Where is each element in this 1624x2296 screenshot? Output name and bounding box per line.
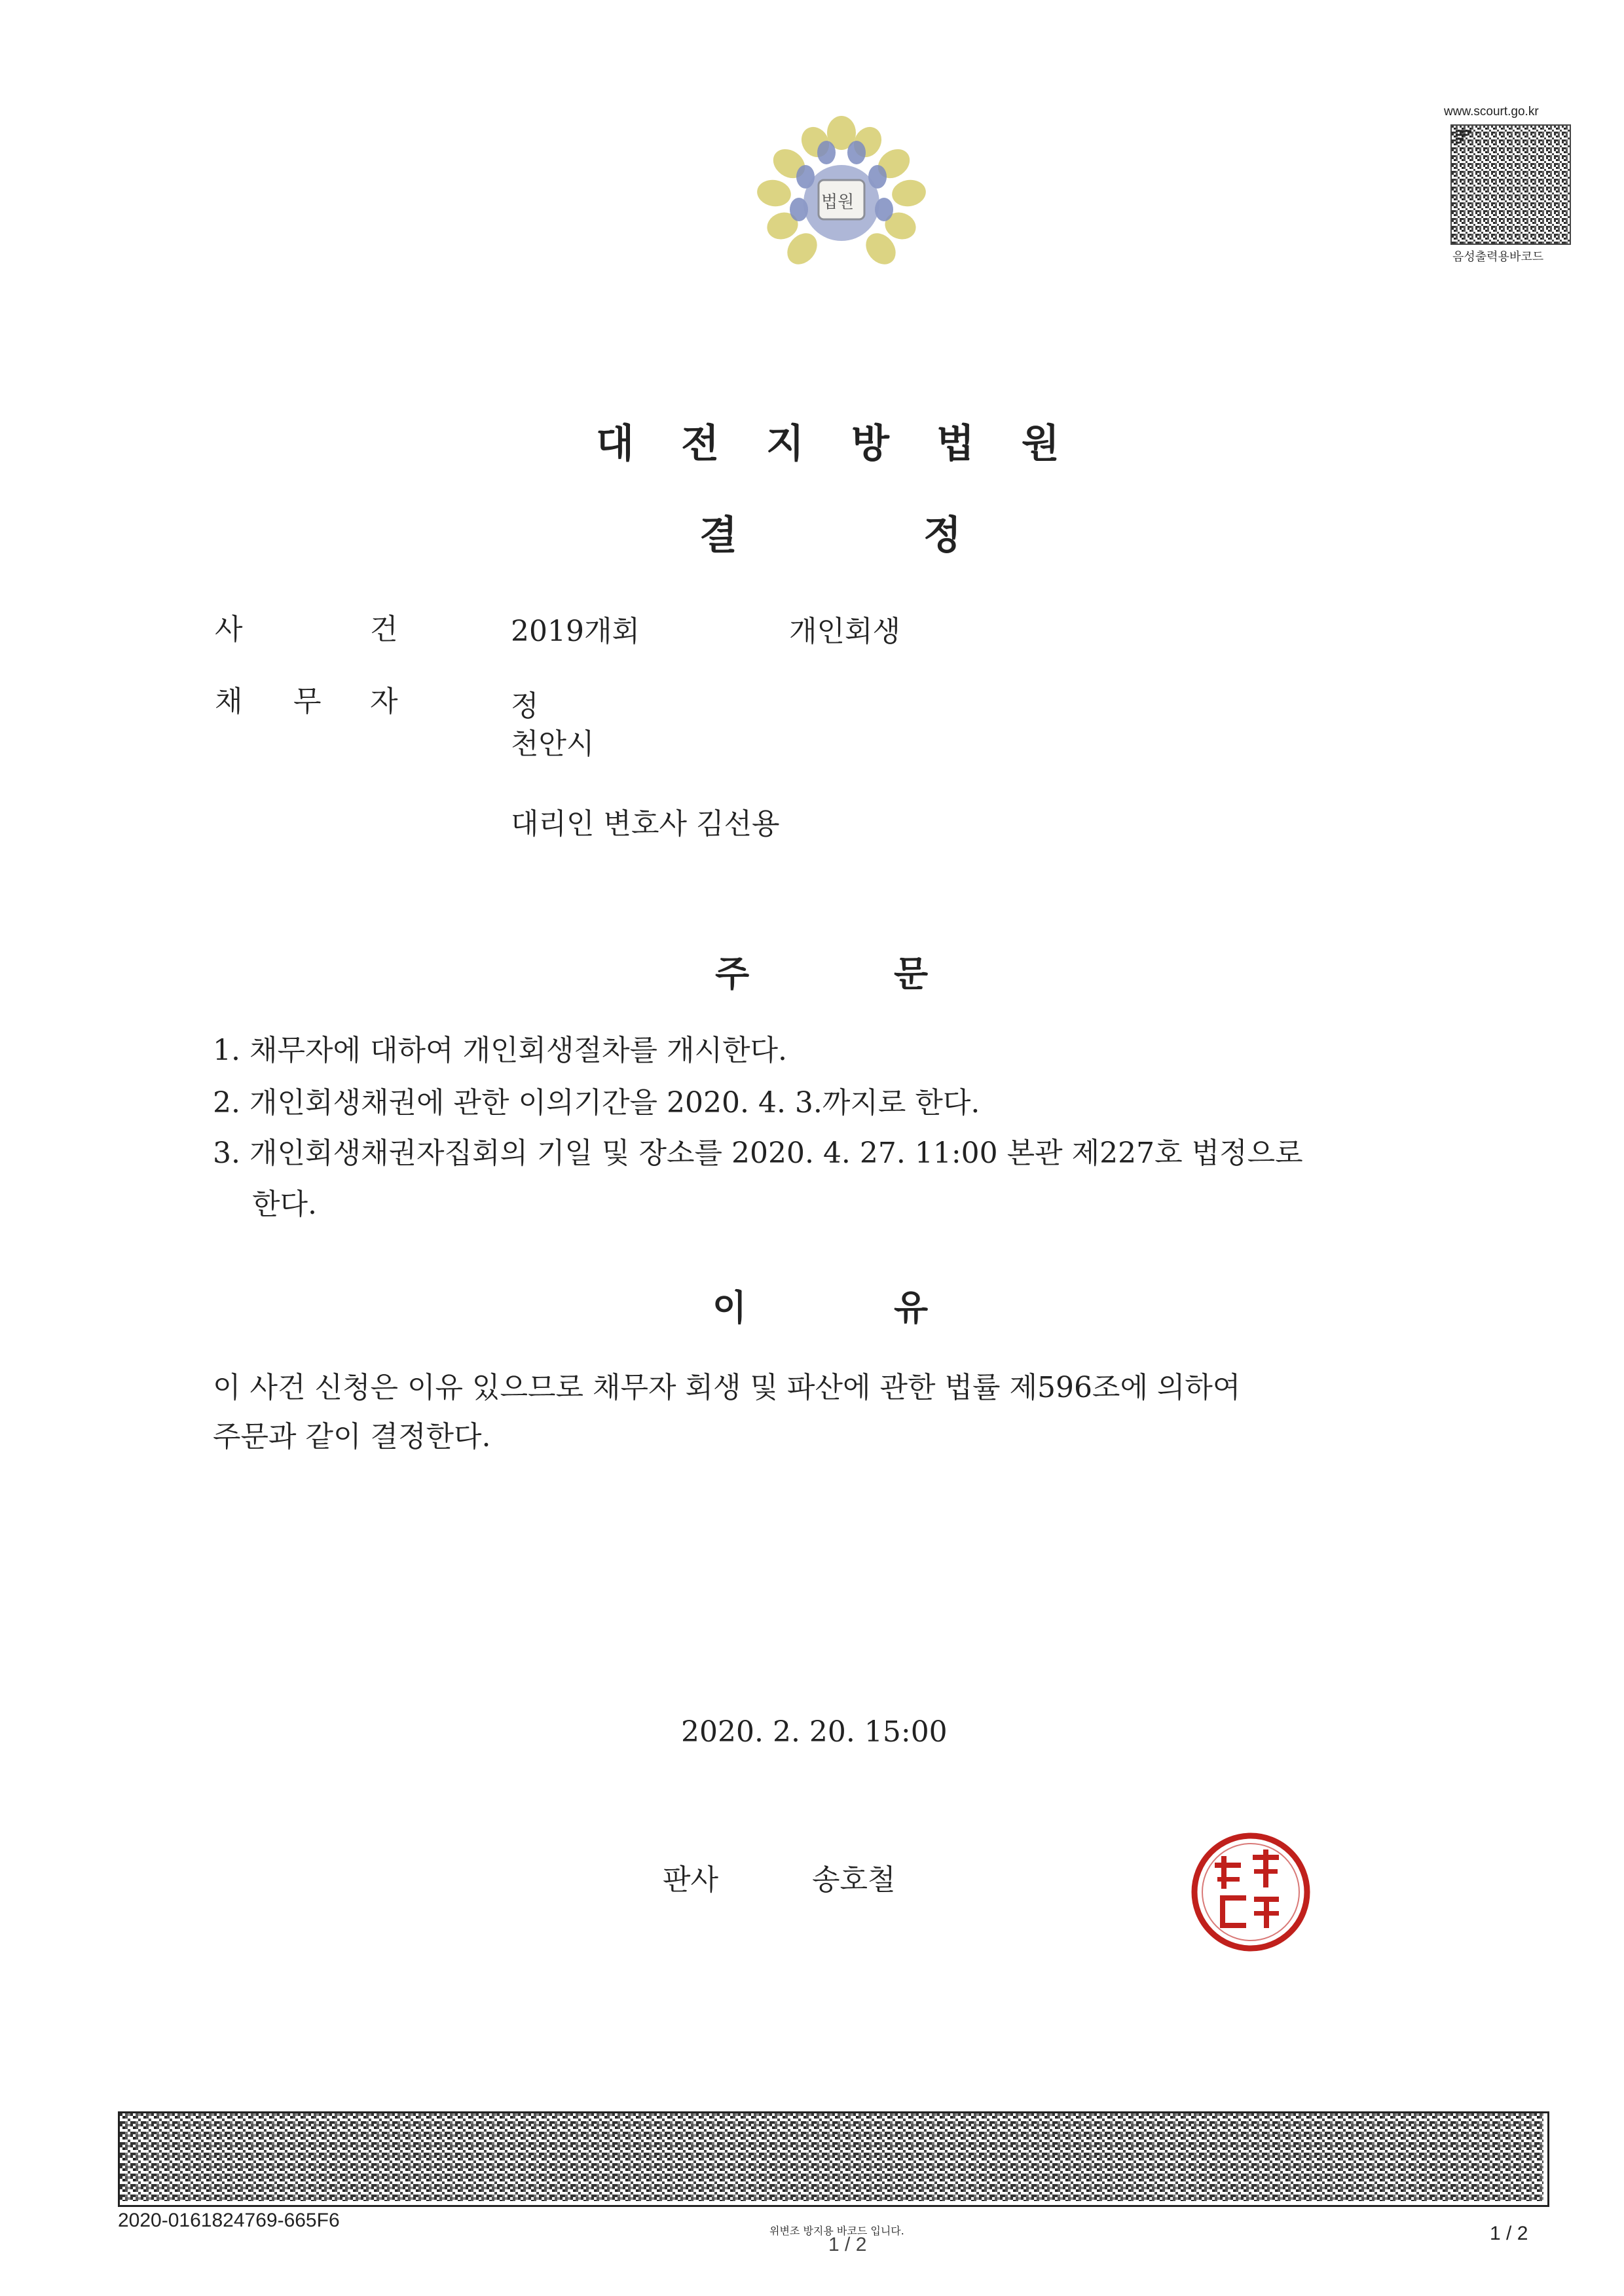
court-emblem-icon [753,115,930,272]
case-label-1: 사 [215,613,243,646]
order-heading-right: 문 [894,953,929,994]
order-item-1 [213,1025,787,1077]
page-number-right: 1 / 2 [1490,2223,1528,2244]
reason-heading-left: 이 [712,1287,747,1328]
court-name-title: 대전지방법원 [596,421,1107,467]
order-heading-left: 주 [715,953,750,994]
reason-line-2: 주문과 같이 결정한다. [213,1420,491,1453]
debtor-name: 정 [511,689,539,723]
order-item-1-text: 채무자에 대하여 개인회생절차를 개시한다. [249,1034,787,1067]
order-item-2-text: 개인회생채권에 관한 이의기간을 2020. 4. 3.까지로 한다. [249,1086,980,1120]
reason-line-1: 이 사건 신청은 이유 있으므로 채무자 회생 및 파산에 관한 법률 제596조에 의하여 [213,1371,1241,1404]
reason-heading-right: 유 [894,1287,929,1328]
document-id: 2020-0161824769-665F6 [118,2210,340,2231]
doc-title-right: 정 [923,513,961,558]
order-item-3-text: 개인회생채권자집회의 기일 및 장소를 2020. 4. 27. 11:00 본관 제227호 법정으로 [249,1137,1303,1170]
debtor-label-3: 자 [370,685,398,718]
debtor-address: 천안시 [511,727,595,761]
case-type: 개인회생 [789,615,901,648]
debtor-agent: 대리인 변호사 김선용 [511,807,780,841]
judge-name: 송호철 [812,1863,896,1897]
doc-title-left: 결 [699,513,737,558]
debtor-label-2: 무 [293,685,322,718]
case-number: 2019개회 [511,615,640,648]
order-item-3 [213,1127,1303,1180]
debtor-label-1: 채 [215,685,243,718]
order-item-3-cont: 한다. [252,1188,317,1221]
judge-title: 판사 [663,1863,719,1897]
order-item-2 [213,1077,980,1129]
decision-date: 2020. 2. 20. 15:00 [681,1715,948,1749]
order-item-2-num: 2. [213,1086,240,1120]
barcode-note: 위변조 방지용 바코드 입니다. [769,2225,904,2237]
case-label-2: 건 [370,613,398,646]
emblem-text: 법원 [821,192,855,212]
judge-seal-icon [1189,1830,1313,1954]
voice-output-barcode [1450,124,1571,245]
order-item-1-num: 1. [213,1034,240,1067]
barcode-caption: 음성출력용바코드 [1452,250,1544,264]
order-item-3-num: 3. [213,1137,240,1170]
page-number-center: 1 / 2 [828,2234,867,2255]
anti-forgery-barcode [118,2111,1549,2207]
court-website-url: www.scourt.go.kr [1444,105,1539,118]
